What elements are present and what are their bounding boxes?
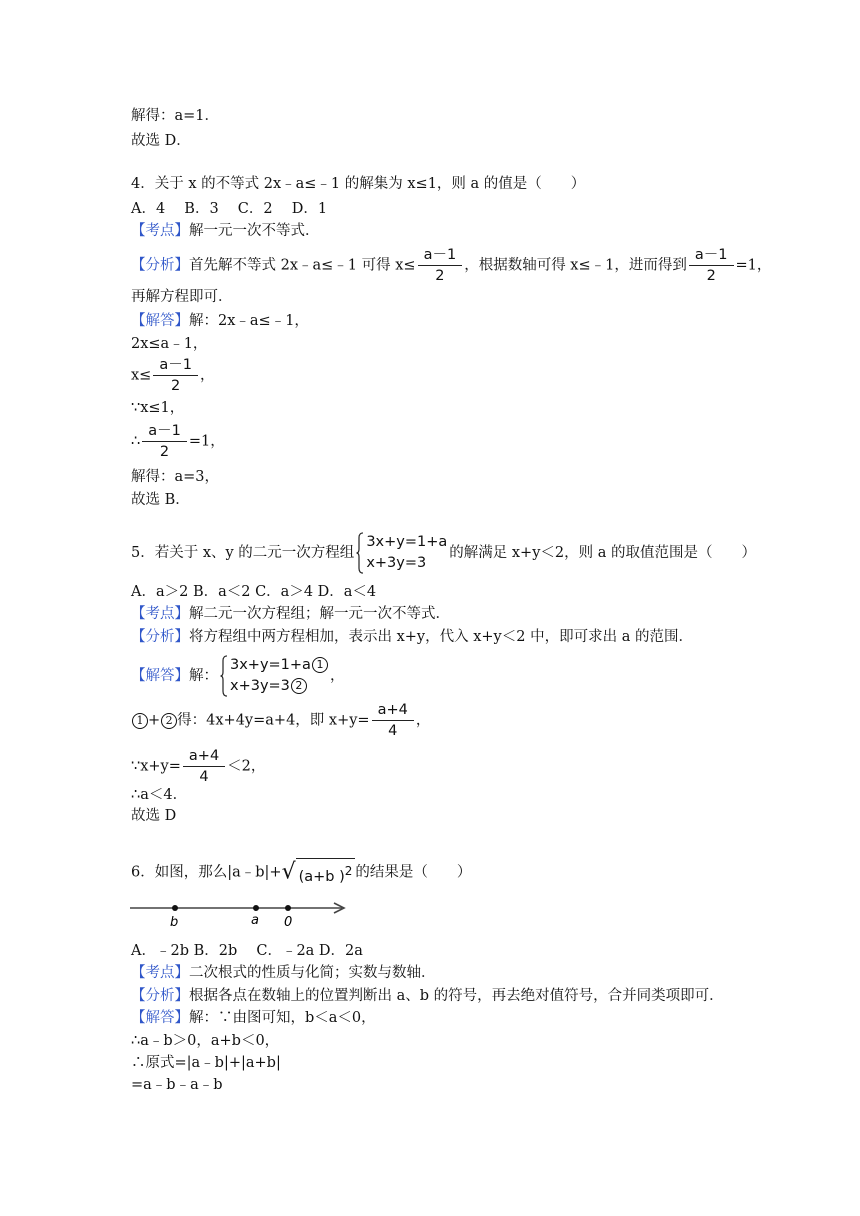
jieda-text: ， bbox=[329, 668, 345, 684]
q4-fenxi-cont: 再解方程即可． bbox=[131, 289, 233, 305]
point-zero bbox=[285, 905, 291, 911]
q5-jieda bbox=[131, 655, 344, 697]
q6-step-3: ∴原式=|a﹣b|+|a+b| bbox=[131, 1055, 281, 1071]
q4-fenxi bbox=[131, 247, 771, 284]
q4-stem: 4．关于 x 的不等式 2x﹣a≤﹣1 的解集为 x≤1，则 a 的值是（ ） bbox=[131, 176, 586, 192]
q6-fenxi bbox=[131, 986, 724, 1006]
exponent: 2 bbox=[344, 864, 353, 878]
q6-options: A．﹣2b B．2b C．﹣2a D．2a bbox=[131, 943, 363, 959]
fenxi-tag: 【分析】 bbox=[131, 988, 189, 1004]
fraction-denominator: 4 bbox=[199, 769, 209, 785]
q4-step-3 bbox=[131, 357, 214, 394]
step-text: ＜2， bbox=[227, 758, 266, 775]
step-text: 得：4x+4y=a+4，即 x+y= bbox=[177, 712, 370, 729]
q3-answer-line: 故选 D． bbox=[131, 133, 191, 149]
radicand bbox=[296, 858, 356, 887]
q3-solve-line: 解得：a=1． bbox=[131, 108, 220, 124]
fraction-denominator: 2 bbox=[171, 378, 181, 394]
q6-jieda bbox=[131, 1008, 376, 1028]
fraction bbox=[153, 357, 198, 394]
fraction-numerator: a－1 bbox=[142, 423, 187, 442]
step-text: ∴ bbox=[131, 433, 141, 450]
fraction-denominator: 4 bbox=[388, 723, 398, 739]
fraction bbox=[418, 247, 463, 284]
equation-system bbox=[220, 655, 328, 697]
jieda-tag: 【解答】 bbox=[131, 1010, 189, 1026]
fraction-numerator: a－1 bbox=[153, 357, 198, 376]
fenxi-text-1: 首先解不等式 2x﹣a≤﹣1 可得 x≤ bbox=[189, 257, 416, 274]
equation-1 bbox=[230, 655, 328, 676]
q4-solve: 解得：a=3， bbox=[131, 469, 220, 485]
fraction-denominator: 2 bbox=[706, 268, 716, 284]
fraction bbox=[689, 247, 734, 284]
fenxi-text: 根据各点在数轴上的位置判断出 a、b 的符号，再去绝对值符号，合并同类项即可． bbox=[189, 988, 724, 1004]
kaodian-tag: 【考点】 bbox=[131, 965, 189, 981]
brace-icon bbox=[220, 655, 228, 697]
jieda-text: 解：∵由图可知，b＜a＜0， bbox=[189, 1010, 376, 1026]
fraction bbox=[183, 748, 225, 785]
brace-icon bbox=[356, 532, 364, 574]
stem-text: 5．若关于 x、y 的二元一次方程组 bbox=[131, 545, 355, 561]
fraction-numerator: a－1 bbox=[689, 247, 734, 266]
equation-2: x+3y=3 bbox=[366, 555, 427, 571]
q4-step-5 bbox=[131, 423, 225, 460]
kaodian-text: 解二元一次方程组；解一元一次不等式． bbox=[189, 606, 450, 622]
jieda-text: 解： bbox=[189, 668, 218, 684]
fraction-numerator: a+4 bbox=[183, 748, 225, 767]
stem-text: 的解满足 x+y＜2，则 a 的取值范围是（ ） bbox=[449, 545, 756, 561]
step-text: x≤ bbox=[131, 367, 152, 384]
q6-step-4: =a﹣b﹣a﹣b bbox=[131, 1077, 223, 1093]
q5-options: A．a＞2 B．a＜2 C．a＞4 D．a＜4 bbox=[131, 584, 377, 600]
equation-text: x+3y=3 bbox=[230, 678, 290, 694]
fenxi-text-2: ，根据数轴可得 x≤﹣1，进而得到 bbox=[464, 257, 687, 274]
kaodian-text: 二次根式的性质与化简；实数与数轴． bbox=[189, 965, 436, 981]
step-text: ， bbox=[415, 712, 431, 729]
jieda-tag: 【解答】 bbox=[131, 313, 189, 329]
step-text: + bbox=[148, 712, 161, 729]
step-text: ， bbox=[199, 367, 215, 384]
q4-answer: 故选 B． bbox=[131, 492, 190, 508]
q5-add-step bbox=[131, 702, 430, 739]
step-text: ∵x+y= bbox=[131, 758, 181, 775]
fraction-denominator: 2 bbox=[159, 444, 170, 460]
fraction-numerator: a+4 bbox=[372, 702, 414, 721]
stem-text: 6．如图，那么|a﹣b|+ bbox=[131, 864, 282, 881]
fenxi-tag: 【分析】 bbox=[131, 629, 189, 645]
kaodian-tag: 【考点】 bbox=[131, 223, 189, 239]
radical-sign: √ bbox=[281, 859, 296, 885]
equation-1: 3x+y=1+a bbox=[366, 534, 448, 550]
fraction bbox=[372, 702, 414, 739]
q6-step-2: ∴a﹣b＞0，a+b＜0， bbox=[131, 1033, 280, 1049]
stem-text: 的结果是（ ） bbox=[355, 864, 472, 881]
q4-kaodian bbox=[131, 221, 320, 241]
fenxi-text: 将方程组中两方程相加，表示出 x+y，代入 x+y＜2 中，即可求出 a 的范围． bbox=[189, 629, 693, 645]
fenxi-tag: 【分析】 bbox=[131, 257, 189, 274]
jieda-tag: 【解答】 bbox=[131, 668, 189, 684]
equation-text: 3x+y=1+a bbox=[230, 657, 311, 673]
axis-label-zero: 0 bbox=[284, 915, 293, 930]
fraction-denominator: 2 bbox=[435, 268, 445, 284]
q4-step-2: 2x≤a﹣1， bbox=[131, 336, 208, 352]
jieda-text: 解：2x﹣a≤﹣1， bbox=[189, 313, 309, 329]
point-b bbox=[172, 905, 178, 911]
number-line bbox=[128, 898, 350, 930]
step-text: =1， bbox=[188, 433, 225, 450]
square-root bbox=[282, 858, 356, 887]
q5-since-step bbox=[131, 748, 265, 785]
circled-number-1: 1 bbox=[132, 713, 148, 729]
q5-fenxi bbox=[131, 627, 693, 647]
fraction-numerator: a－1 bbox=[418, 247, 463, 266]
q6-stem bbox=[131, 858, 471, 887]
radicand-text: (a+b ) bbox=[298, 868, 345, 885]
kaodian-tag: 【考点】 bbox=[131, 606, 189, 622]
q4-jieda bbox=[131, 311, 309, 331]
axis-label-a: a bbox=[251, 913, 259, 928]
axis-label-b: b bbox=[170, 915, 179, 930]
point-a bbox=[253, 905, 259, 911]
fraction bbox=[142, 423, 187, 460]
q4-step-4: ∵x≤1， bbox=[131, 400, 185, 416]
kaodian-text: 解一元一次不等式． bbox=[189, 223, 320, 239]
equation-2 bbox=[230, 676, 328, 697]
q5-stem bbox=[131, 532, 756, 574]
q4-options: A．4 B．3 C．2 D．1 bbox=[131, 201, 328, 217]
circled-number-1: 1 bbox=[312, 657, 328, 673]
fenxi-text-3: =1， bbox=[735, 257, 772, 274]
q5-answer: 故选 D bbox=[131, 808, 177, 824]
circled-number-2: 2 bbox=[291, 678, 307, 694]
circled-number-2: 2 bbox=[161, 713, 177, 729]
q5-therefore: ∴a＜4． bbox=[131, 787, 188, 803]
equation-system bbox=[356, 532, 447, 574]
q5-kaodian bbox=[131, 604, 450, 624]
q6-kaodian bbox=[131, 963, 436, 983]
